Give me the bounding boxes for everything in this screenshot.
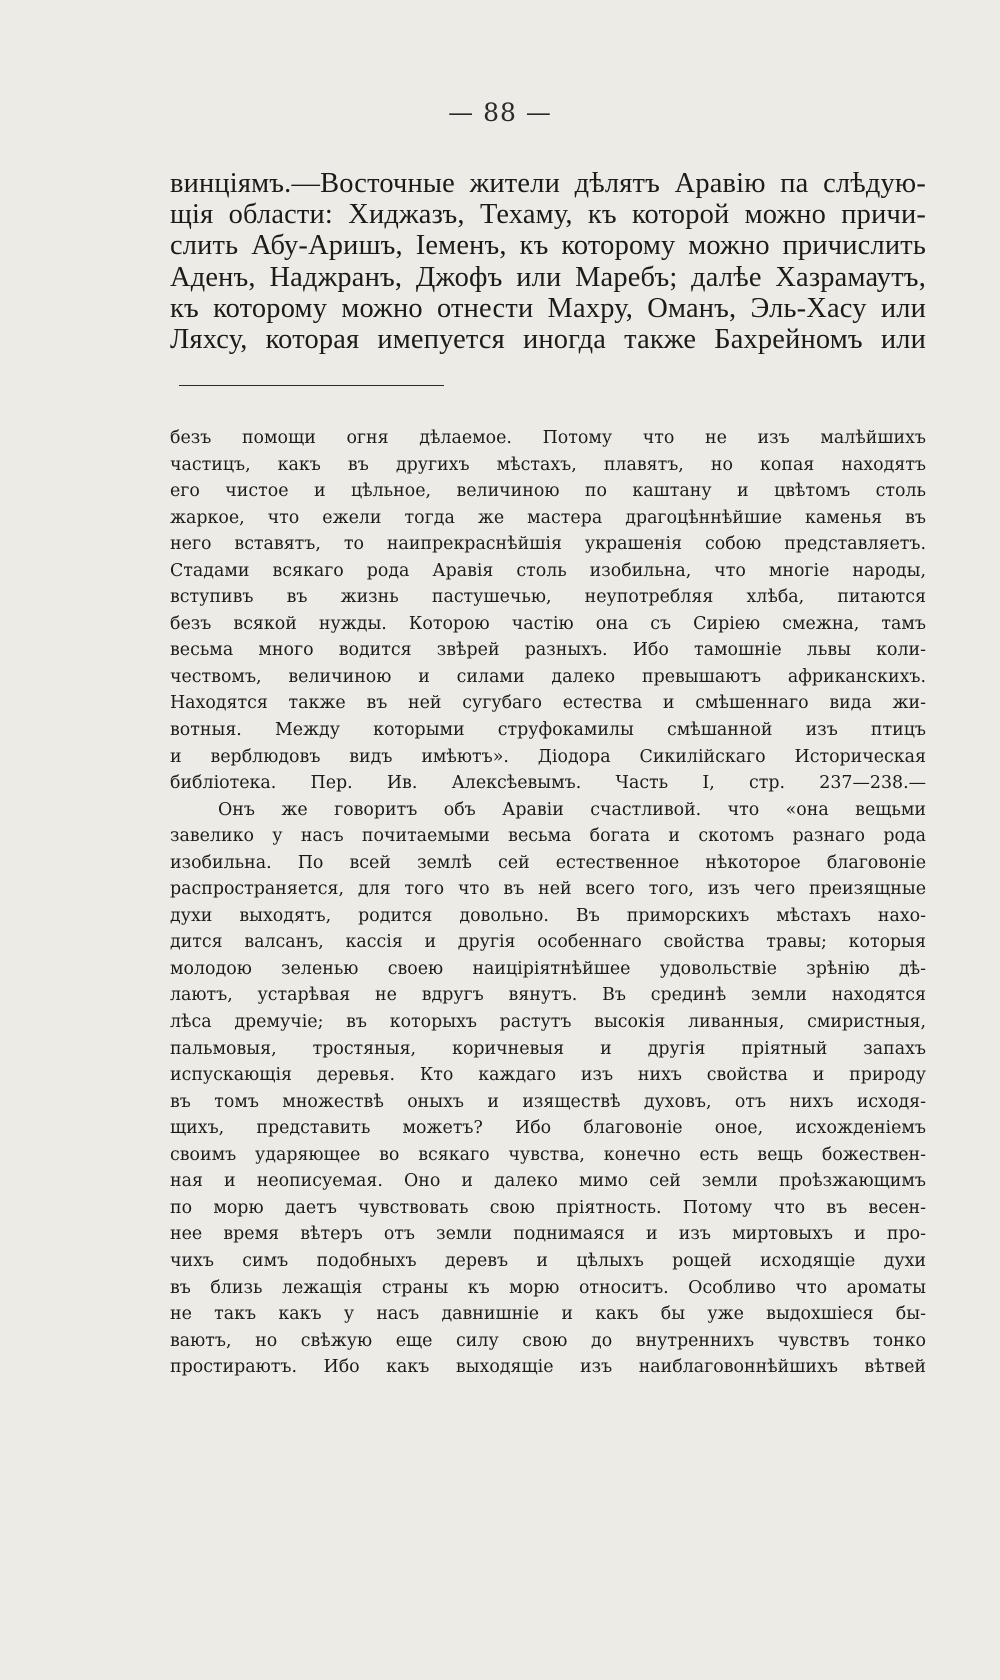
- footnote-line: щихъ, представить можетъ? Ибо благовоніе оное, исхожденіемъ: [170, 1118, 926, 1139]
- footnote-line: частицъ, какъ въ другихъ мѣстахъ, плавятъ, но копая находятъ: [170, 454, 926, 475]
- footnote-line: безъ помощи огня дѣлаемое. Потому что не изъ малѣйшихъ: [170, 428, 926, 448]
- footnote-line: завелико у насъ почитаемыми весьма богата и скотомъ разнаго рода: [170, 826, 926, 847]
- footnote-line: пальмовыя, тростяныя, коричневыя и другія пріятный запахъ: [170, 1038, 926, 1059]
- footnote-line: въ томъ множествѣ оныхъ и изяществѣ духовъ, отъ нихъ исходя-: [170, 1091, 926, 1112]
- footnote-line: его чистое и цѣльное, величиною по каштану и цвѣтомъ столь: [170, 481, 926, 502]
- footnote-line: и верблюдовъ видъ имѣютъ». Діодора Сикилійскаго Историческая: [170, 746, 926, 767]
- footnote-line: простираютъ. Ибо какъ выходящіе изъ наиблаговоннѣйшихъ вѣтвей: [170, 1357, 926, 1378]
- footnote-line: духи выходятъ, родится довольно. Въ приморскихъ мѣстахъ нахо-: [170, 905, 926, 926]
- footnote-line: молодою зеленью своею наиціріятнѣйшее удовольствіе зрѣнію дѣ-: [170, 958, 926, 979]
- main-text-line: Ляхсу, которая имепуется иногда также Бахрейномъ или: [170, 324, 926, 356]
- main-text-line: къ которому можно отнести Махру, Оманъ, Эль-Хасу или: [170, 292, 926, 324]
- main-text-block: [170, 168, 926, 355]
- footnote-line: вступивъ въ жизнь пастушечью, неупотребляя хлѣба, питаются: [170, 587, 926, 608]
- main-text-line: слить Абу-Аришъ, Іеменъ, къ которому можно причислить: [170, 230, 926, 262]
- footnote-line: нее время вѣтеръ отъ земли поднимаяся и изъ миртовыхъ и про-: [170, 1224, 926, 1245]
- footnote-line: лаютъ, устарѣвая не вдругъ вянутъ. Въ срединѣ земли находятся: [170, 985, 926, 1006]
- footnote-line: безъ всякой нужды. Которою частію она съ Сиріею смежна, тамъ: [170, 613, 926, 634]
- footnote-line: чествомъ, величиною и силами далеко превышаютъ африканскихъ.: [170, 666, 926, 687]
- footnote-line: библіотека. Пер. Ив. Алексѣевымъ. Часть I, стр. 237—238.—: [170, 773, 926, 794]
- main-text-line: щія области: Хиджазъ, Техаму, къ которой можно причи-: [170, 199, 926, 231]
- footnote-line: жаркое, что ежели тогда же мастера драгоцѣннѣйшие каменья въ: [170, 507, 926, 528]
- footnote-line: изобильна. По всей землѣ сей естественное нѣкоторое благовоніе: [170, 852, 926, 873]
- footnote-line: испускающія деревья. Кто каждаго изъ нихъ свойства и природу: [170, 1065, 926, 1086]
- footnote-line: ная и неописуемая. Оно и далеко мимо сей земли проѣзжающимъ: [170, 1171, 926, 1192]
- footnote-line: ваютъ, но свѣжую еще силу свою до внутреннихъ чувствъ тонко: [170, 1330, 926, 1351]
- footnote-line: не такъ какъ у насъ давнишніе и какъ бы уже выдохшіеся бы-: [170, 1304, 926, 1325]
- page-number: — 88 —: [448, 98, 552, 127]
- footnote-line: Стадами всякаго рода Аравія столь изобильна, что многіе народы,: [170, 560, 926, 581]
- main-text-line: винціямъ.—Восточные жители дѣлятъ Аравію па слѣдую-: [170, 168, 926, 199]
- footnote-text-block: [170, 425, 926, 1381]
- footnote-line: чихъ симъ подобныхъ деревъ и цѣлыхъ рощей исходящіе духи: [170, 1250, 926, 1271]
- footnote-line: Онъ же говоритъ объ Аравіи счастливой. что «она вещьми: [218, 799, 926, 820]
- footnote-line: дится валсанъ, кассія и другія особеннаго свойства травы; которыя: [170, 932, 926, 953]
- footnote-line: вотныя. Между которыми струфокамилы смѣшанной изъ птицъ: [170, 720, 926, 741]
- footnote-line: въ близь лежащія страны къ морю относитъ. Особливо что ароматы: [170, 1277, 926, 1298]
- footnote-line: своимъ ударяющее во всякаго чувства, конечно есть вещь божествен-: [170, 1144, 926, 1165]
- footnote-line: него вставятъ, то наипрекраснѣйшія украшенія собою представляетъ.: [170, 534, 926, 555]
- footnote-line: распространяется, для того что въ ней всего того, изъ чего преизящные: [170, 879, 926, 900]
- footnote-separator-rule: [179, 385, 444, 386]
- footnote-line: лѣса дремучіе; въ которыхъ растутъ высокія ливанныя, смиристныя,: [170, 1012, 926, 1033]
- footnote-line: по морю даетъ чувствовать свою пріятность. Потому что въ весен-: [170, 1197, 926, 1218]
- footnote-line: Находятся также въ ней сугубаго естества и смѣшеннаго вида жи-: [170, 693, 926, 714]
- footnote-line: весьма много водится звѣрей разныхъ. Ибо тамошніе львы коли-: [170, 640, 926, 661]
- main-text-line: Аденъ, Наджранъ, Джофъ или Маребъ; далѣе Хазрамаутъ,: [170, 261, 926, 293]
